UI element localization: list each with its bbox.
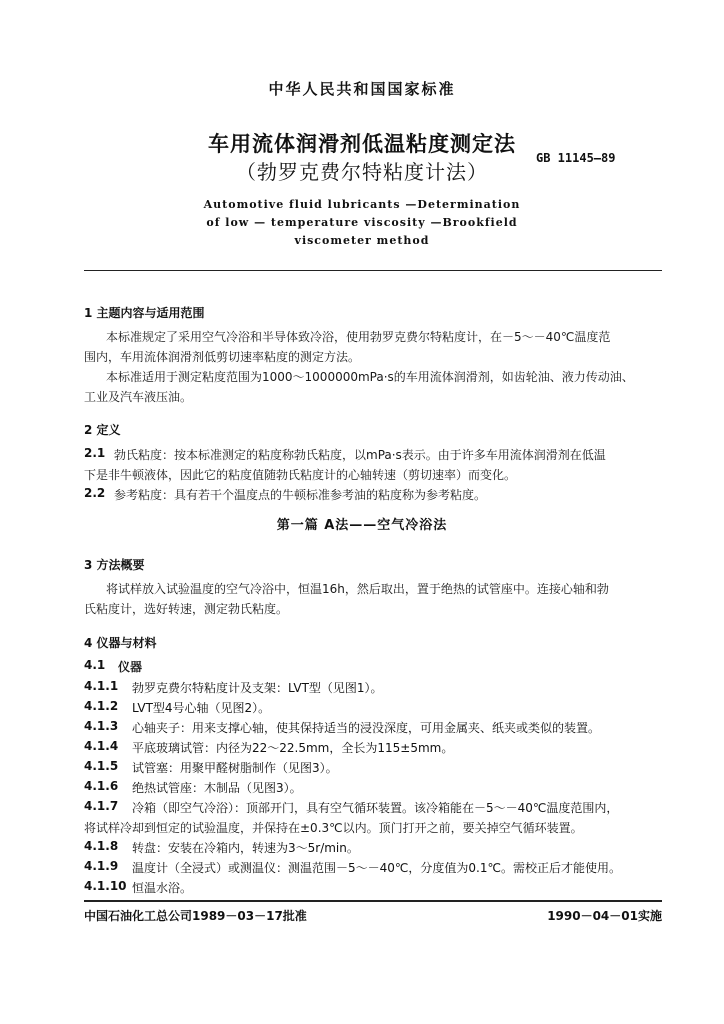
item-text: LVT型4号心轴（见图2）。 (132, 701, 271, 715)
english-title-line-1: Automotive fluid lubricants —Determination (203, 198, 521, 211)
item-text: 勃罗克费尔特粘度计及支架：LVT型（见图1）。 (132, 681, 383, 695)
part-one-title: 第一篇 A法——空气冷浴法 (276, 518, 448, 533)
approval-date: 中国石油化工总公司1989－03－17批准 (84, 909, 307, 923)
item-text: 冷箱（即空气冷浴）：顶部开门，具有空气循环装置。该冷箱能在－5～－40℃温度范围内， (132, 801, 619, 815)
section-3-heading: 3 方法概要 (84, 558, 145, 572)
standard-subtitle: （勃罗克费尔特粘度计法） (236, 160, 488, 184)
item-number: 4.1.7 (84, 799, 119, 813)
item-text: 平底玻璃试管：内径为22～22.5mm，全长为115±5mm。 (132, 741, 454, 755)
definition-2-1-line-1: 勃氏粘度：按本标准测定的粘度称勃氏粘度，以mPa·s表示。由于许多车用流体润滑剂在低温 (114, 448, 606, 462)
subsection-4-1-label: 仪器 (118, 660, 143, 674)
section-1-para-1-line-2: 围内，车用流体润滑剂低剪切速率粘度的测定方法。 (84, 350, 361, 364)
standard-title: 车用流体润滑剂低温粘度测定法 (208, 132, 516, 156)
item-number: 4.1.2 (84, 699, 119, 713)
section-1-para-2-line-2: 工业及汽车液压油。 (84, 390, 193, 404)
item-text: 恒温水浴。 (132, 881, 193, 895)
item-text: 温度计（全浸式）或测温仪：测温范围－5～－40℃，分度值为0.1℃。需校正后才能使用。 (132, 861, 621, 875)
english-title-line-3: viscometer method (294, 234, 430, 247)
section-4-heading: 4 仪器与材料 (84, 636, 157, 650)
issuing-org-title: 中华人民共和国国家标准 (268, 80, 456, 98)
section-1-heading: 1 主题内容与适用范围 (84, 306, 205, 320)
footer-divider (84, 900, 662, 902)
effective-date: 1990－04－01实施 (547, 909, 662, 923)
subsection-4-1-number: 4.1 (84, 658, 106, 672)
item-number: 4.1.3 (84, 719, 119, 733)
definition-2-2-line-1: 参考粘度：具有若干个温度点的牛顿标准参考油的粘度称为参考粘度。 (114, 488, 487, 502)
section-3-line-1: 将试样放入试验温度的空气冷浴中，恒温16h，然后取出，置于绝热的试管座中。连接心轴和勃 (106, 582, 609, 596)
section-1-para-1-line-1: 本标准规定了采用空气冷浴和半导体致冷浴，使用勃罗克费尔特粘度计，在－5～－40℃温度范 (106, 330, 611, 344)
item-number: 4.1.9 (84, 859, 119, 873)
item-number: 4.1.10 (84, 879, 127, 893)
section-3-line-2: 氏粘度计，选好转速，测定勃氏粘度。 (84, 602, 289, 616)
standard-code: GB 11145—89 (536, 151, 616, 165)
item-text: 试管塞：用聚甲醛树脂制作（见图3）。 (132, 761, 338, 775)
english-title-line-2: of low — temperature viscosity —Brookfield (206, 216, 518, 229)
section-1-para-2-line-1: 本标准适用于测定粘度范围为1000～1000000mPa·s的车用流体润滑剂，如齿轮油、液力传动油、 (106, 370, 634, 384)
item-number: 4.1.8 (84, 839, 119, 853)
definition-2-1-line-2: 下是非牛顿液体，因此它的粘度值随勃氏粘度计的心轴转速（剪切速率）而变化。 (84, 468, 517, 482)
section-2-heading: 2 定义 (84, 423, 121, 437)
item-text: 绝热试管座：木制品（见图3）。 (132, 781, 302, 795)
item-text: 转盘：安装在冷箱内，转速为3～5r/min。 (132, 841, 359, 855)
definition-2-1-number: 2.1 (84, 446, 106, 460)
item-number: 4.1.1 (84, 679, 119, 693)
item-number: 4.1.4 (84, 739, 119, 753)
item-continuation-text: 将试样冷却到恒定的试验温度，并保持在±0.3℃以内。顶门打开之前，要关掉空气循环装置。 (84, 821, 583, 835)
top-divider (84, 270, 662, 271)
item-number: 4.1.6 (84, 779, 119, 793)
item-text: 心轴夹子：用来支撑心轴，使其保持适当的浸没深度，可用金属夹、纸夹或类似的装置。 (132, 721, 601, 735)
item-number: 4.1.5 (84, 759, 119, 773)
definition-2-2-number: 2.2 (84, 486, 106, 500)
